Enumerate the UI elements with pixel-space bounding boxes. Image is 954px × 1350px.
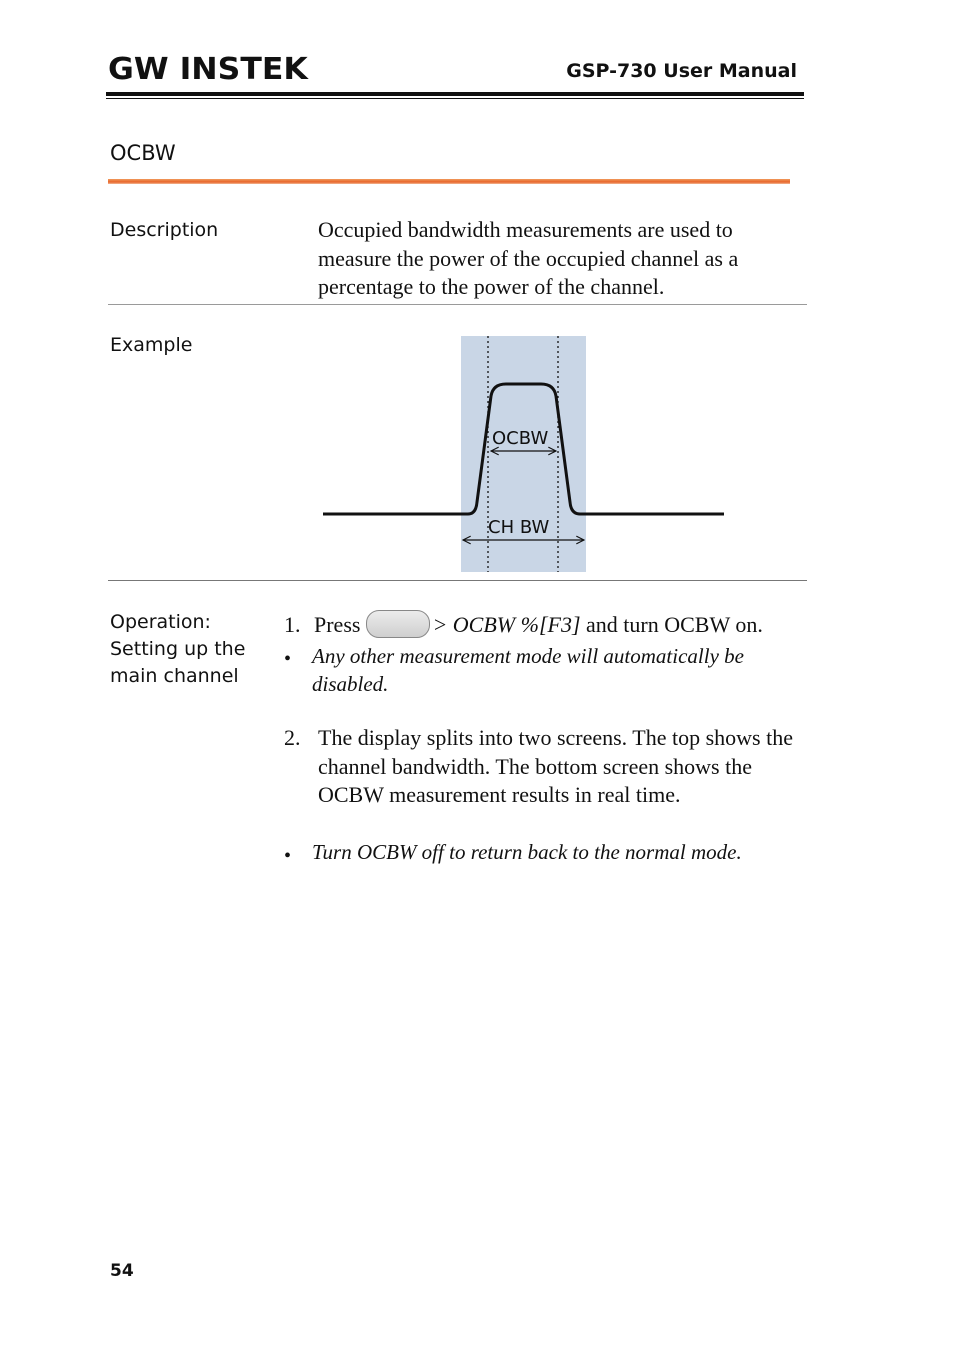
step-2-number: 2.: [284, 725, 301, 750]
description-divider: [108, 304, 807, 305]
ocbw-label: OCBW: [492, 428, 549, 449]
operation-label-line-1: Operation:: [110, 611, 211, 633]
page-number: 54: [110, 1261, 134, 1281]
section-underline: [108, 179, 790, 184]
note-1-bullet: •: [284, 648, 292, 670]
note-2-text: Turn OCBW off to return back to the normal mode.: [312, 840, 742, 864]
operation-label: [110, 609, 290, 690]
step-1-text-after: and turn OCBW on.: [586, 612, 763, 637]
ocbw-diagram: [318, 334, 728, 574]
manual-title: GSP-730 User Manual: [566, 60, 797, 82]
description-text: Occupied bandwidth measurements are used to measure the power of the occupied channel as a percentage to the power of the channel.: [318, 217, 739, 299]
step-2-text: The display splits into two screens. The top shows the channel bandwidth. The bottom screen shows the OCBW measurement results in real time.: [318, 725, 793, 807]
front-panel-key-icon: [366, 610, 430, 638]
header-rule-thin: [106, 98, 804, 99]
chbw-label: CH BW: [488, 517, 550, 538]
section-title: OCBW: [110, 141, 176, 165]
operation-label-line-3: main channel: [110, 665, 239, 687]
step-1: [284, 611, 763, 641]
step-1-text-before: Press: [314, 612, 361, 637]
note-2-bullet: •: [284, 845, 292, 867]
operation-label-line-2: Setting up the: [110, 638, 246, 660]
description-label: Description: [110, 219, 219, 241]
step-1-key-path: > OCBW %[F3]: [432, 612, 581, 637]
step-1-number: 1.: [284, 612, 301, 637]
header-rule: [106, 92, 804, 96]
gw-instek-logo: GW INSTEK: [108, 52, 308, 87]
note-1-text: Any other measurement mode will automatically be disabled.: [312, 644, 744, 696]
example-divider: [108, 580, 807, 581]
example-label: Example: [110, 334, 193, 356]
